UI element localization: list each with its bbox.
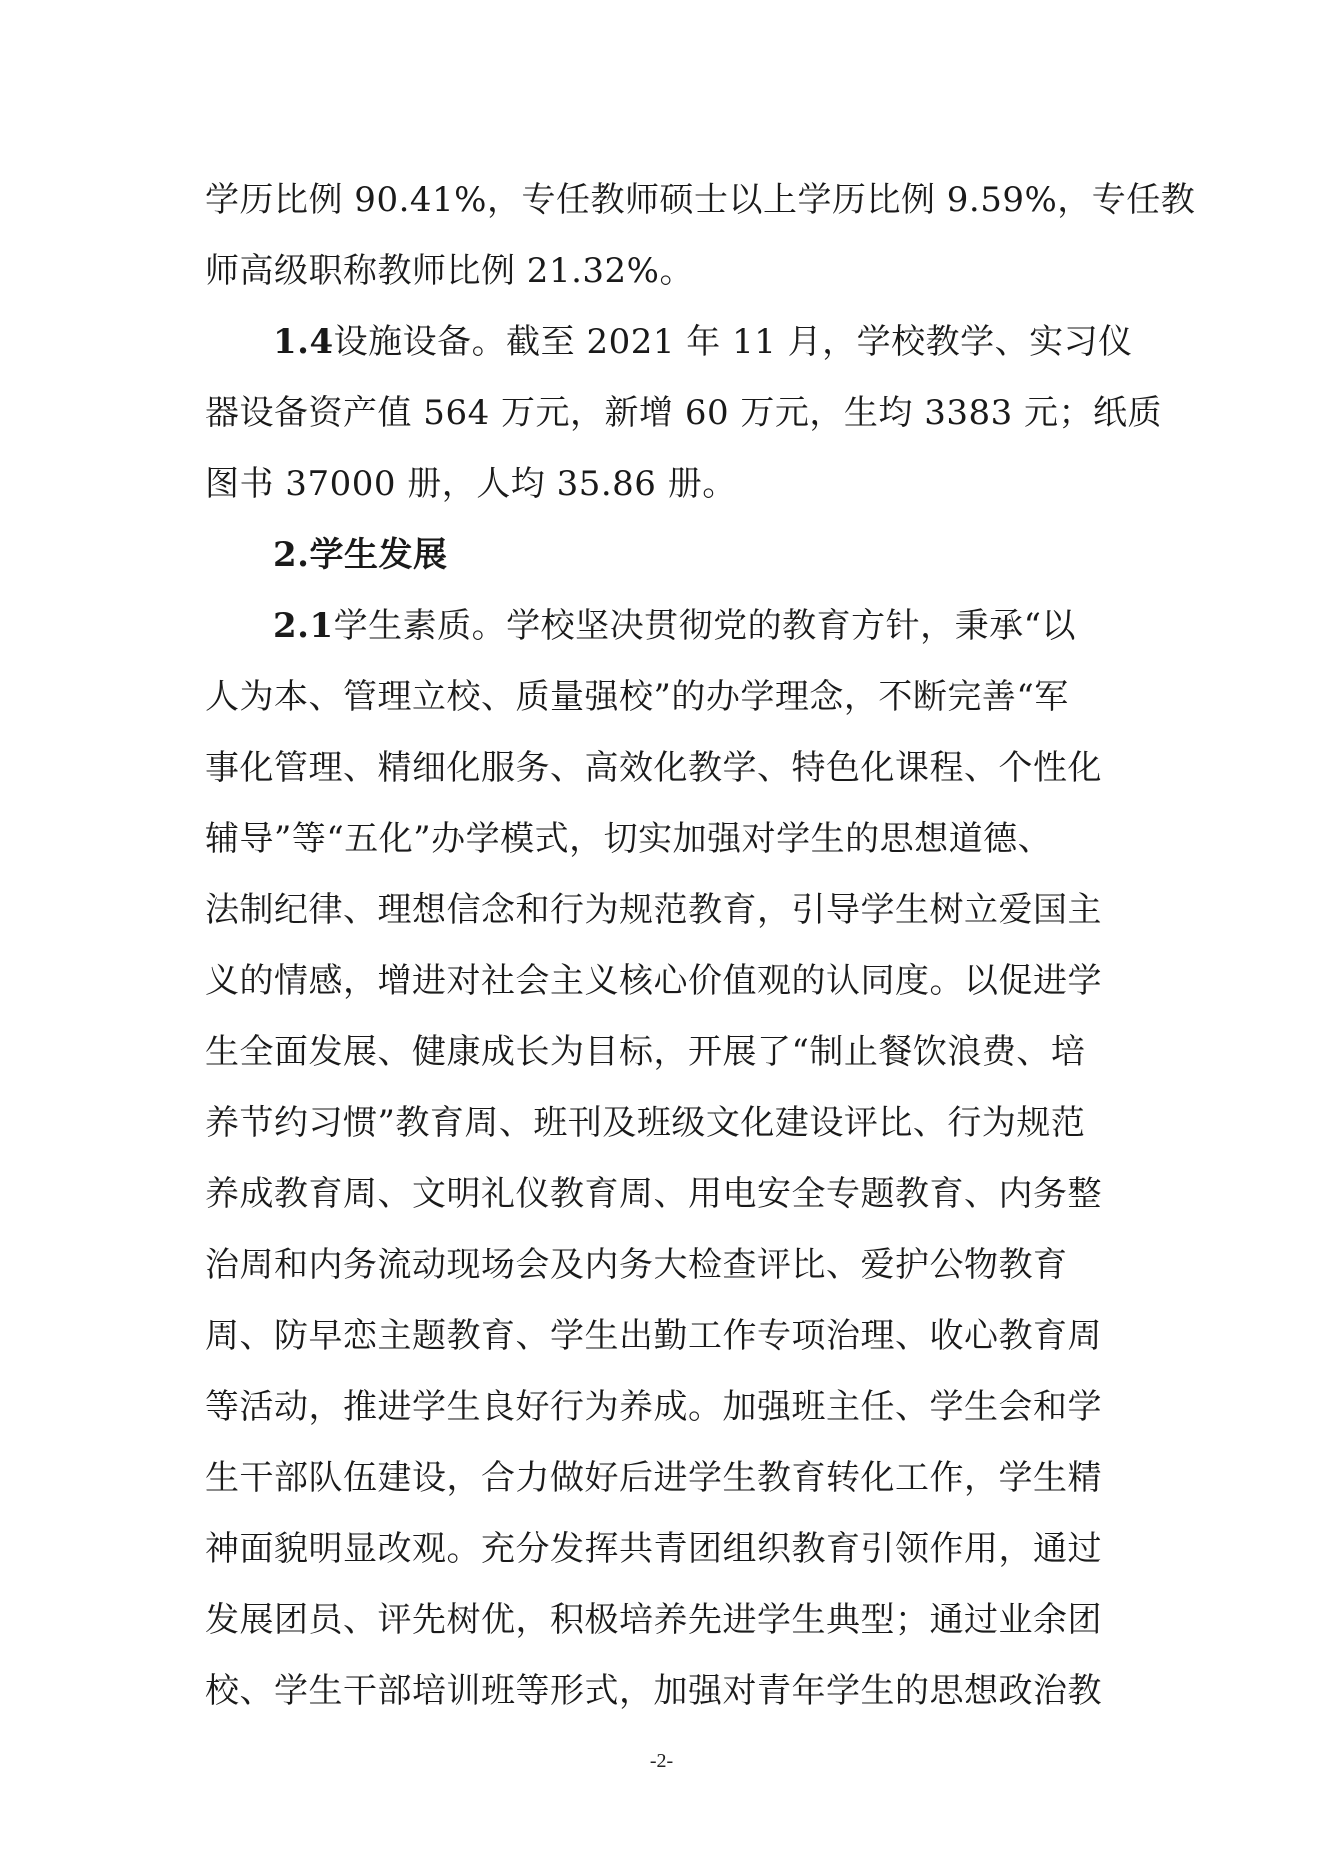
subsection-number: 2.1 [273, 606, 334, 646]
paragraph-text: 设施设备。截至 2021 年 11 月，学校教学、实习仪 [333, 322, 1133, 362]
text-line: 养节约习惯”教育周、班刊及班级文化建设评比、行为规范 [205, 1103, 1086, 1143]
text-line: 养成教育周、文明礼仪教育周、用电安全专题教育、内务整 [205, 1174, 1102, 1214]
text-line: 图书 37000 册，人均 35.86 册。 [205, 464, 737, 504]
text-line: 器设备资产值 564 万元，新增 60 万元，生均 3383 元；纸质 [205, 393, 1163, 433]
section-heading: 2.学生发展 [273, 535, 448, 575]
text-line: 等活动，推进学生良好行为养成。加强班主任、学生会和学 [205, 1387, 1102, 1427]
body-text [205, 165, 1196, 1727]
text-line: 周、防早恋主题教育、学生出勤工作专项治理、收心教育周 [205, 1316, 1102, 1356]
paragraph-start-line [205, 591, 1130, 662]
text-line: 学历比例 90.41%，专任教师硕士以上学历比例 9.59%，专任教 [205, 180, 1196, 220]
text-line: 辅导”等“五化”办学模式，切实加强对学生的思想道德、 [205, 819, 1053, 859]
page-number: -2- [649, 1750, 674, 1772]
text-line: 生全面发展、健康成长为目标，开展了“制止餐饮浪费、培 [205, 1032, 1086, 1072]
text-line: 事化管理、精细化服务、高效化教学、特色化课程、个性化 [205, 748, 1102, 788]
text-line: 义的情感，增进对社会主义核心价值观的认同度。以促进学 [205, 961, 1102, 1001]
text-line: 神面貌明显改观。充分发挥共青团组织教育引领作用，通过 [205, 1529, 1102, 1569]
paragraph-text: 学生素质。学校坚决贯彻党的教育方针，秉承“以 [333, 606, 1077, 646]
text-line: 师高级职称教师比例 21.32%。 [205, 251, 694, 291]
text-line: 人为本、管理立校、质量强校”的办学理念，不断完善“军 [205, 677, 1069, 717]
subsection-number: 1.4 [273, 322, 334, 362]
text-line: 发展团员、评先树优，积极培养先进学生典型；通过业余团 [205, 1600, 1102, 1640]
paragraph-start-line [205, 307, 1133, 378]
text-line: 校、学生干部培训班等形式，加强对青年学生的思想政治教 [205, 1671, 1102, 1711]
text-line: 法制纪律、理想信念和行为规范教育，引导学生树立爱国主 [205, 890, 1102, 930]
text-line: 治周和内务流动现场会及内务大检查评比、爱护公物教育 [205, 1245, 1068, 1285]
text-line: 生干部队伍建设，合力做好后进学生教育转化工作，学生精 [205, 1458, 1102, 1498]
